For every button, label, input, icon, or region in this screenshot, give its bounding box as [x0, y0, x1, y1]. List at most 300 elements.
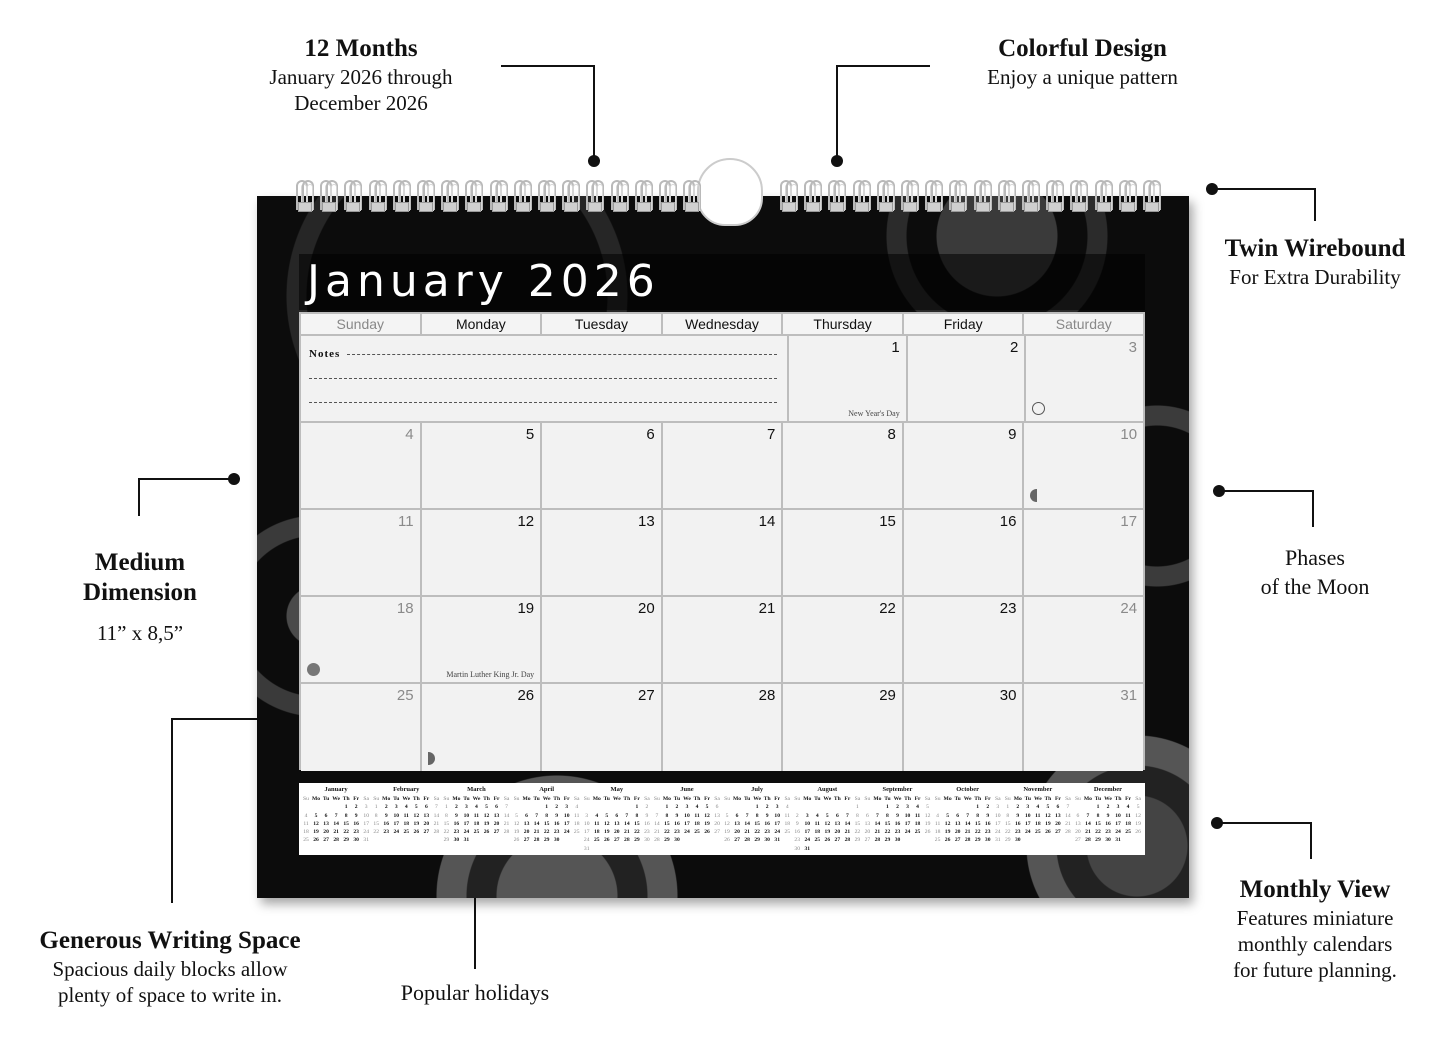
day-cell[interactable] [663, 510, 784, 595]
mini-day: 14 [333, 820, 339, 827]
connector-line [1314, 188, 1316, 221]
day-cell[interactable] [663, 684, 784, 771]
mini-weekday: Sa [363, 796, 369, 802]
mini-day: 3 [364, 804, 368, 811]
mini-month-name: May [610, 786, 624, 793]
mini-week-row [512, 812, 582, 820]
mini-weekday: Th [623, 796, 631, 802]
day-cell[interactable] [1024, 510, 1143, 595]
mini-day: 9 [765, 812, 769, 819]
mini-day: 20 [1055, 820, 1061, 827]
mini-week-row [1073, 828, 1143, 836]
mini-week-row [582, 803, 652, 811]
mini-day [812, 803, 822, 811]
callout-text: Enjoy a unique pattern [987, 65, 1178, 89]
mini-weekday: Su [303, 796, 309, 802]
mini-calendar-april [512, 785, 582, 855]
mini-month-name: June [680, 786, 694, 793]
connector-line [501, 65, 595, 67]
mini-day: 12 [1045, 812, 1051, 819]
day-cell[interactable] [422, 684, 543, 771]
mini-day: 29 [1004, 837, 1011, 844]
mini-day: 12 [483, 812, 490, 819]
mini-day [512, 803, 522, 811]
mini-day: 30 [453, 837, 460, 844]
mini-day: 24 [994, 829, 1001, 836]
mini-week-row [722, 820, 792, 828]
mini-day: 7 [334, 812, 338, 819]
mini-day: 18 [573, 820, 580, 827]
mini-weekday: Mo [662, 796, 671, 802]
mini-day: 27 [834, 837, 841, 844]
mini-day: 24 [363, 829, 369, 836]
mini-day: 12 [513, 820, 520, 827]
day-number: 21 [758, 600, 776, 617]
mini-day: 3 [775, 804, 779, 811]
day-cell[interactable] [301, 597, 422, 682]
mini-week-row [722, 828, 792, 836]
mini-weekday: Sa [433, 796, 440, 802]
day-cell[interactable] [789, 336, 908, 421]
mini-day [832, 803, 842, 811]
mini-day: 31 [463, 837, 470, 844]
day-cell[interactable] [301, 423, 422, 508]
mini-day [592, 845, 602, 853]
mini-weekday-header [371, 795, 441, 803]
mini-day: 7 [966, 812, 970, 819]
mini-weekday: Tu [533, 796, 540, 802]
mini-day: 2 [454, 804, 458, 811]
mini-day: 3 [685, 804, 689, 811]
mini-day: 17 [583, 829, 590, 836]
mini-day [802, 803, 812, 811]
day-number: 24 [1120, 600, 1138, 617]
mini-day: 21 [503, 820, 510, 827]
mini-calendar-november [1003, 785, 1073, 855]
mini-day: 30 [644, 837, 650, 844]
mini-weekday: Mo [452, 796, 461, 802]
mini-weekday: Mo [382, 796, 391, 802]
mini-day [903, 836, 913, 844]
mini-week-row [441, 836, 511, 844]
callout-title: Dimension [83, 579, 197, 606]
mini-day: 14 [844, 820, 851, 827]
mini-day: 13 [1055, 812, 1061, 819]
day-cell[interactable] [422, 597, 543, 682]
ring-hole [395, 202, 409, 212]
mini-day: 1 [1006, 804, 1010, 811]
mini-calendar-august [792, 785, 862, 855]
mini-day: 24 [774, 829, 780, 836]
mini-day: 30 [553, 837, 560, 844]
day-cell[interactable] [422, 510, 543, 595]
mini-week-row [722, 812, 792, 820]
mini-weekday: Sa [503, 796, 510, 802]
mini-day: 16 [674, 820, 680, 827]
mini-day: 8 [976, 812, 980, 819]
mini-weekday: Tu [463, 796, 470, 802]
ring-hole [492, 202, 506, 212]
mini-month-name: August [817, 786, 838, 793]
mini-day: 19 [724, 829, 730, 836]
mini-day: 12 [1135, 812, 1141, 819]
mini-day: 10 [1115, 812, 1121, 819]
mini-day: 25 [303, 837, 309, 844]
mini-week-row [652, 836, 722, 844]
day-number: 1 [891, 339, 900, 356]
day-number: 11 [398, 513, 414, 530]
mini-day: 18 [694, 820, 700, 827]
day-cell[interactable] [904, 597, 1025, 682]
mini-day: 22 [974, 829, 981, 836]
mini-weekday: Su [373, 796, 380, 802]
mini-month-name: April [539, 786, 554, 793]
notes-line [309, 378, 777, 379]
notes-area[interactable] [301, 336, 789, 421]
mini-day: 27 [523, 837, 530, 844]
mini-day: 13 [864, 820, 871, 827]
callout-title: Medium [94, 549, 186, 576]
mini-day: 28 [654, 837, 660, 844]
callout-text: of the Moon [1260, 574, 1370, 599]
day-cell[interactable] [908, 336, 1027, 421]
mini-day: 1 [344, 804, 348, 811]
mini-day: 22 [884, 829, 891, 836]
mini-day: 5 [825, 812, 829, 819]
day-cell[interactable] [542, 684, 663, 771]
mini-day: 17 [393, 820, 400, 827]
day-number: 18 [396, 600, 414, 617]
mini-day: 20 [493, 820, 500, 827]
mini-day [1083, 803, 1093, 811]
mini-calendar-october [933, 785, 1003, 855]
mini-day: 28 [874, 837, 881, 844]
day-number: 14 [758, 513, 776, 530]
mini-day: 7 [845, 812, 849, 819]
mini-day: 14 [533, 820, 540, 827]
day-cell[interactable] [783, 510, 904, 595]
mini-day: 21 [654, 829, 660, 836]
mini-day: 25 [814, 837, 821, 844]
mini-weekday: We [683, 796, 691, 802]
mini-weekday: Su [1004, 796, 1011, 802]
mini-day: 26 [1135, 829, 1141, 836]
mini-day: 23 [674, 829, 680, 836]
mini-weekday: Su [724, 796, 730, 802]
mini-day: 5 [414, 804, 418, 811]
mini-day: 18 [1125, 820, 1131, 827]
mini-weekday: Su [1074, 796, 1081, 802]
mini-week-row [301, 828, 371, 836]
mini-day: 23 [383, 829, 390, 836]
mini-day: 8 [545, 812, 549, 819]
mini-day: 19 [1135, 820, 1141, 827]
mini-day [1133, 836, 1143, 844]
mini-day: 22 [1095, 829, 1101, 836]
mini-day: 26 [924, 829, 931, 836]
day-cell[interactable] [783, 684, 904, 771]
week-row [301, 336, 1143, 423]
mini-day: 16 [764, 820, 770, 827]
day-number: 2 [1010, 339, 1019, 356]
mini-week-row [512, 803, 582, 811]
mini-weekday: Su [583, 796, 590, 802]
mini-day [1043, 836, 1053, 844]
mini-day: 17 [1115, 820, 1121, 827]
mini-day: 21 [533, 829, 540, 836]
mini-day: 18 [914, 820, 921, 827]
mini-week-row [301, 812, 371, 820]
ring-hole [1048, 202, 1062, 212]
mini-week-row [862, 836, 932, 844]
day-cell[interactable] [542, 597, 663, 682]
mini-day: 4 [785, 804, 789, 811]
mini-day [471, 836, 481, 844]
day-cell[interactable] [1024, 597, 1143, 682]
mini-week-row [441, 812, 511, 820]
mini-day: 18 [303, 829, 309, 836]
mini-day: 21 [1065, 820, 1071, 827]
mini-day [792, 803, 802, 811]
mini-day: 9 [354, 812, 358, 819]
connector-line [138, 478, 140, 516]
month-title: January 2026 [307, 256, 660, 307]
mini-day: 25 [1125, 829, 1131, 836]
day-cell[interactable] [904, 684, 1025, 771]
mini-day: 12 [313, 820, 319, 827]
mini-day [842, 845, 852, 853]
mini-day: 23 [794, 837, 801, 844]
mini-day: 27 [734, 837, 740, 844]
mini-week-row [512, 828, 582, 836]
callout-title: 12 Months [304, 35, 418, 62]
mini-day: 25 [694, 829, 700, 836]
mini-weekday: Fr [1125, 796, 1132, 802]
day-number: 6 [646, 426, 655, 443]
mini-day: 30 [764, 837, 770, 844]
mini-day: 6 [865, 812, 869, 819]
mini-day [301, 803, 311, 811]
connector-dot [588, 155, 600, 167]
mini-weekday: Tu [322, 796, 330, 802]
day-number: 15 [879, 513, 896, 530]
mini-day: 11 [814, 820, 820, 827]
mini-day: 20 [864, 829, 871, 836]
mini-weekday: Sa [714, 796, 720, 802]
day-cell[interactable] [1026, 336, 1143, 421]
day-number: 26 [517, 687, 535, 704]
ring-hole [927, 202, 941, 212]
mini-weekday: Tu [743, 796, 751, 802]
callout-moon-phases [1225, 543, 1405, 601]
day-cell[interactable] [422, 423, 543, 508]
day-number: 17 [1120, 513, 1138, 530]
mini-day: 7 [625, 812, 629, 819]
mini-day [1073, 803, 1083, 811]
mini-day: 1 [976, 804, 980, 811]
mini-weekday: Fr [563, 796, 570, 802]
mini-weekday: Th [693, 796, 701, 802]
connector-line [593, 65, 595, 161]
mini-weekday: Fr [774, 796, 781, 802]
mini-day [492, 836, 502, 844]
mini-day: 20 [714, 820, 720, 827]
day-number: 28 [758, 687, 776, 704]
mini-week-row [792, 812, 862, 820]
mini-day: 8 [1006, 812, 1010, 819]
mini-day [732, 803, 742, 811]
day-cell[interactable] [301, 684, 422, 771]
mini-day: 14 [1085, 820, 1091, 827]
mini-day: 20 [614, 829, 620, 836]
mini-weekday: Tu [884, 796, 891, 802]
weekday-header [301, 314, 1143, 336]
mini-day: 12 [704, 812, 710, 819]
mini-day: 19 [313, 829, 319, 836]
mini-day: 17 [1025, 820, 1031, 827]
mini-day: 13 [954, 820, 961, 827]
day-cell[interactable] [663, 597, 784, 682]
mini-day: 15 [1004, 820, 1011, 827]
mini-calendar-march [441, 785, 511, 855]
mini-week-row [933, 836, 1003, 844]
mini-week-row [441, 820, 511, 828]
mini-weekday-header [722, 795, 792, 803]
day-cell[interactable] [783, 597, 904, 682]
callout-size: 11” x 8,5” [96, 621, 184, 645]
day-cell[interactable] [663, 423, 784, 508]
mini-day: 27 [423, 829, 430, 836]
ring-hole [443, 202, 457, 212]
connector-line [1212, 188, 1316, 190]
ring-hole [588, 202, 602, 212]
mini-weekday: Mo [312, 796, 321, 802]
mini-week-row [933, 803, 1003, 811]
mini-weekday: We [1033, 796, 1042, 802]
mini-day: 10 [774, 812, 780, 819]
mini-day: 25 [473, 829, 480, 836]
mini-day: 11 [694, 812, 700, 819]
callout-text: January 2026 through [269, 65, 453, 89]
mini-weekday: Mo [522, 796, 531, 802]
mini-day [522, 803, 532, 811]
mini-month-name: January [324, 786, 348, 793]
mini-weekday: Su [794, 796, 801, 802]
mini-day: 5 [705, 804, 709, 811]
mini-day: 3 [1026, 804, 1030, 811]
mini-day: 11 [403, 812, 409, 819]
mini-day: 19 [944, 829, 951, 836]
mini-day [632, 845, 642, 853]
mini-week-row [371, 812, 441, 820]
day-cell[interactable] [1024, 684, 1143, 771]
mini-day: 2 [645, 804, 649, 811]
weekday-friday: Friday [904, 314, 1025, 334]
day-cell[interactable] [542, 510, 663, 595]
mini-weekday: Sa [854, 796, 861, 802]
callout-text: For Extra Durability [1229, 265, 1401, 289]
mini-day: 6 [1076, 812, 1080, 819]
mini-day: 22 [634, 829, 640, 836]
mini-day: 25 [593, 837, 600, 844]
mini-day: 19 [704, 820, 710, 827]
mini-week-row [862, 828, 932, 836]
mini-day: 4 [595, 812, 599, 819]
mini-week-row [722, 836, 792, 844]
mini-week-row [371, 820, 441, 828]
ring-hole [467, 202, 481, 212]
mini-week-row [652, 812, 722, 820]
mini-weekday: Sa [784, 796, 791, 802]
mini-week-row [862, 812, 932, 820]
mini-day: 3 [585, 812, 589, 819]
mini-day [481, 836, 491, 844]
mini-day: 6 [324, 812, 328, 819]
ring-hole [830, 202, 844, 212]
callout-colorful-design [955, 34, 1210, 90]
mini-week-row [371, 803, 441, 811]
mini-weekday: Mo [592, 796, 601, 802]
mini-day: 9 [896, 812, 899, 819]
mini-day: 29 [664, 837, 670, 844]
mini-day: 29 [854, 837, 861, 844]
mini-day: 19 [924, 820, 931, 827]
day-cell[interactable] [904, 423, 1025, 508]
mini-day: 2 [384, 804, 388, 811]
mini-day: 12 [413, 812, 420, 819]
mini-day: 1 [886, 804, 889, 811]
mini-weekday: Sa [1135, 796, 1141, 802]
mini-day [712, 836, 722, 844]
mini-week-row [792, 845, 862, 853]
mini-weekday: We [472, 796, 481, 802]
mini-day: 30 [1014, 837, 1021, 844]
mini-weekday: Fr [914, 796, 921, 802]
weekday-saturday: Saturday [1024, 314, 1143, 334]
mini-day: 14 [874, 820, 881, 827]
day-cell[interactable] [301, 510, 422, 595]
mini-day: 29 [754, 837, 760, 844]
mini-day: 2 [354, 804, 358, 811]
mini-day: 12 [924, 812, 931, 819]
day-cell[interactable] [542, 423, 663, 508]
mini-day: 2 [765, 804, 769, 811]
mini-week-row [1073, 812, 1143, 820]
mini-day: 12 [603, 820, 610, 827]
mini-week-row [441, 803, 511, 811]
mini-day: 25 [784, 829, 791, 836]
mini-day: 2 [986, 804, 990, 811]
mini-month-name: February [393, 786, 420, 793]
mini-calendar-september [862, 785, 932, 855]
mini-day: 15 [754, 820, 760, 827]
mini-weekday: Th [974, 796, 982, 802]
weekday-tuesday: Tuesday [542, 314, 663, 334]
mini-day: 13 [834, 820, 841, 827]
mini-weekday: We [753, 796, 762, 802]
mini-day [862, 803, 872, 811]
day-cell[interactable] [783, 423, 904, 508]
mini-weekday-header [862, 795, 932, 803]
day-number: 31 [1120, 687, 1138, 704]
day-cell[interactable] [1024, 423, 1143, 508]
mini-weekday: Th [1114, 796, 1122, 802]
day-cell[interactable] [904, 510, 1025, 595]
mini-weekday: Tu [954, 796, 961, 802]
mini-day: 29 [543, 837, 550, 844]
week-row [301, 510, 1143, 597]
mini-week-row [582, 820, 652, 828]
